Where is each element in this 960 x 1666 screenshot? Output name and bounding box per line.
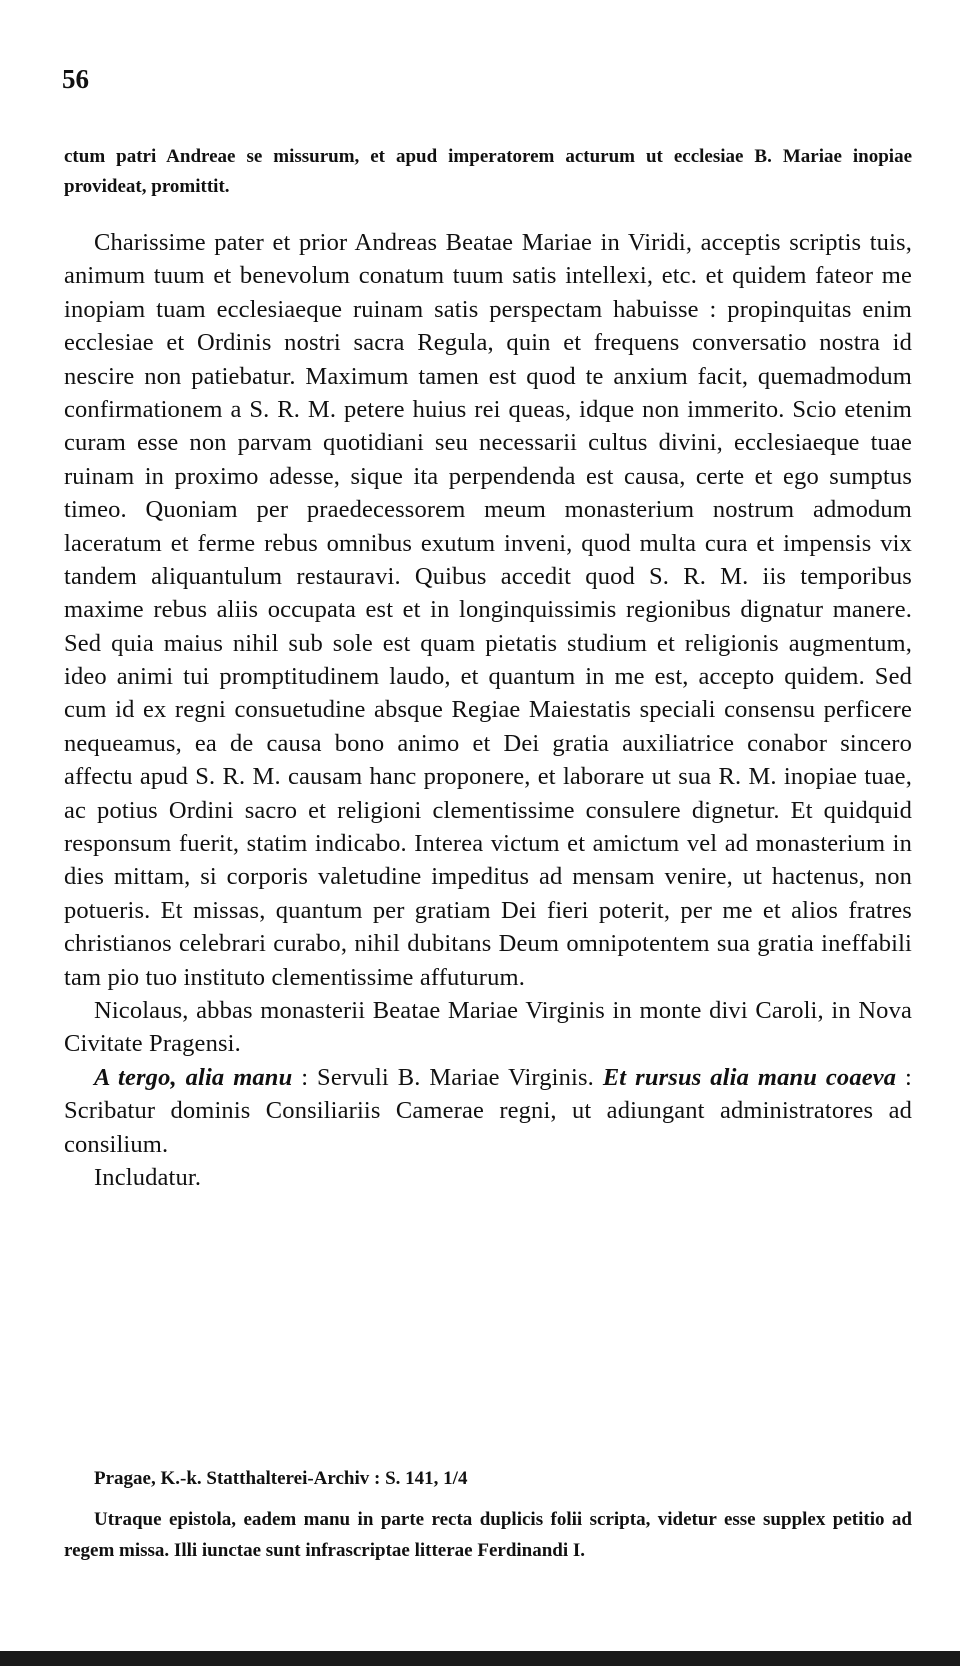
- endorsement-emphasis-2: Et rursus alia manu coaeva: [602, 1063, 897, 1091]
- closing-note: Includatur.: [94, 1163, 202, 1191]
- archive-reference: Pragae, K.-k. Statthalterei-Archiv : S. 141, 1/4: [94, 1468, 468, 1489]
- endorsement-emphasis: A tergo, alia manu: [94, 1063, 293, 1091]
- letter-paragraph: Charissime pater et prior Andreas Beatae Mariae in Viridi, acceptis scriptis tuis, animum tuum et benevolum conatum tuum satis intellexi, etc. et quidem fateor me inopiam tuam ecclesiaeque ruinam satis perspectam habuisse : propinquitas enim ecclesiae et Ordinis nostri sacra Regula, quin et frequens conversatio nostra id nescire non patiebatur. Maximum tamen est quod te anxium facit, quemadmodum confirmationem a S. R. M. petere huius rei queas, idque non immerito. Scio etenim curam esse non parvam quotidiani seu necessarii cultus divini, ecclesiaeque tuae ruinam in proximo adesse, sique ita perpendenda est causa, certe et ego sumptus timeo. Quoniam per praedecessorem meum monasterium nostrum admodum laceratum et ferme rebus omnibus exutum inveni, quod multa cura et impensis vix tandem aliquantulum restauravi. Quibus accedit quod S. R. M. iis temporibus maxime rebus aliis occupata est et in longinquissimis regionibus dignatur manere. Sed quia maius nihil sub sole est quam pietatis studium et religionis augmentum, ideo animi tui promptitudinem laudo, et quantum in me est, accepto quidem. Sed cum id ex regni consuetudine absque Regiae Maiestatis speciali consensu perficere nequeamus, ea de causa bono animo et Dei gratia auxiliatrice conabor sincero affectu apud S. R. M. causam hanc proponere, et laborare ut sua R. M. inopiae tuae, ac potius Ordini sacro et religioni clementissime consulere dignetur. Et quidquid responsum fuerit, statim indicabo. Interea victum et amictum vel ad monasterium in dies mittam, si corporis valetudine impeditus ad mensam venire, ut hactenus, non potueris. Et missas, quantum per gratiam Dei fieri poterit, per me et alios fratres christianos celebrari curabo, nihil dubitans Deum omnipotentem sua gratia ineffabili tam pio tuo instituto clementissime affuturum.: [64, 229, 912, 991]
- endorsement-text: : Servuli B. Mariae Virginis.: [292, 1063, 603, 1091]
- footnote: Utraque epistola, eadem manu in parte recta duplicis folii scripta, videtur esse supplex petitio ad regem missa. Illi iunctae sunt infrascriptae litterae Ferdinandi I.: [64, 1509, 912, 1561]
- page-number: 56: [62, 64, 89, 94]
- signature-paragraph: Nicolaus, abbas monasterii Beatae Mariae Virginis in monte divi Caroli, in Nova Civitate Pragensi.: [64, 996, 912, 1058]
- endorsement-paragraph: [64, 1061, 912, 1161]
- scan-bottom-edge: [0, 1651, 960, 1666]
- endorsement-text-2: : Scribatur dominis Consiliariis Camerae regni, ut adiungant administratores ad consilium.: [64, 1063, 912, 1158]
- headnote: ctum patri Andreae se missurum, et apud imperatorem acturum ut ecclesiae B. Mariae inopiae provideat, promittit.: [64, 146, 912, 198]
- letter-body: [64, 226, 912, 1194]
